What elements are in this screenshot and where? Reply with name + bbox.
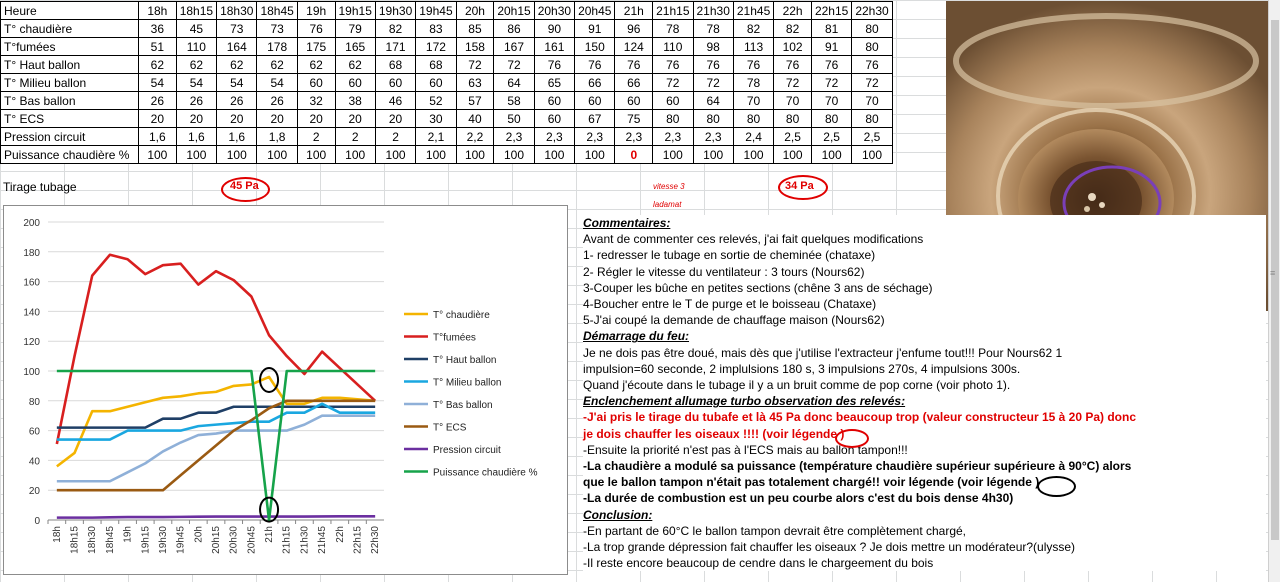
x-tick-label: 18h15 [69,526,81,554]
value-cell[interactable]: 20 [139,110,177,128]
value-cell[interactable]: 62 [217,56,257,74]
value-cell[interactable]: 73 [217,20,257,38]
note-line: je dois chauffer les oiseaux !!!! (voir légende ) [583,426,845,441]
header-label-cell[interactable]: Heure [1,2,139,20]
y-tick-label: 120 [23,337,40,349]
table-row [1,92,893,110]
header-time-cell[interactable]: 19h [297,2,335,20]
y-tick-label: 100 [23,367,40,378]
value-cell[interactable]: 100 [811,146,851,164]
y-tick-label: 160 [23,277,40,289]
value-cell[interactable]: 60 [534,110,574,128]
value-cell[interactable]: 62 [176,56,216,74]
value-cell[interactable]: 100 [494,146,534,164]
note-line: Conclusion: [583,507,653,522]
tirage-label: Tirage tubage [3,180,77,194]
note-line: Démarrage du feu: [583,329,690,344]
value-cell[interactable]: 60 [297,74,335,92]
value-cell[interactable]: 20 [176,110,216,128]
value-cell[interactable]: 60 [534,92,574,110]
x-tick-label: 21h30 [299,526,311,554]
legend-label: T° Milieu ballon [433,377,502,389]
header-time-cell[interactable]: 22h15 [811,2,851,20]
value-cell[interactable]: 54 [139,74,177,92]
value-cell[interactable]: 67 [575,110,615,128]
value-cell[interactable]: 100 [139,146,177,164]
value-cell[interactable]: 1,6 [217,128,257,146]
value-cell[interactable]: 46 [375,92,415,110]
table-header-row [1,2,893,20]
header-time-cell[interactable]: 21h45 [733,2,773,20]
legend-label: T° Bas ballon [433,400,493,411]
row-label-cell[interactable]: Pression circuit [1,128,139,146]
value-cell[interactable]: 75 [615,110,653,128]
value-cell[interactable]: 164 [217,38,257,56]
value-cell[interactable]: 57 [456,92,494,110]
value-cell[interactable]: 110 [653,38,693,56]
value-cell[interactable]: 66 [575,74,615,92]
value-cell[interactable]: 2,3 [494,128,534,146]
legend-label: T° ECS [433,422,467,434]
value-cell[interactable]: 80 [733,110,773,128]
value-cell[interactable]: 30 [416,110,456,128]
value-cell[interactable]: 76 [297,20,335,38]
legend-label: Puissance chaudière % [433,467,538,479]
value-cell[interactable]: 165 [335,38,375,56]
note-line: -J'ai pris le tirage du tubafe et là 45 Pa donc beaucoup trop (valeur constructeur 15 à 20 Pa) donc [583,410,1137,425]
value-cell[interactable]: 76 [653,56,693,74]
note-line: Quand j'écoute dans le tubage il y a un bruit comme de pop corne (voir photo 1). [583,378,1011,393]
value-cell[interactable]: 54 [257,74,297,92]
value-cell[interactable]: 26 [176,92,216,110]
value-cell[interactable]: 76 [811,56,851,74]
value-cell[interactable]: 76 [534,56,574,74]
value-cell[interactable]: 60 [575,92,615,110]
value-cell[interactable]: 85 [456,20,494,38]
note-line: -La chaudière a modulé sa puissance (température chaudière supérieur supérieure à 90°C) alors [583,459,1132,474]
value-cell[interactable]: 76 [575,56,615,74]
value-cell[interactable]: 80 [774,110,812,128]
value-cell[interactable]: 76 [774,56,812,74]
x-tick-label: 22h15 [352,526,364,554]
value-cell[interactable]: 2,3 [534,128,574,146]
table-row [1,56,893,74]
value-cell[interactable]: 2,3 [575,128,615,146]
value-cell[interactable]: 113 [733,38,773,56]
value-cell[interactable]: 100 [416,146,456,164]
header-time-cell[interactable]: 22h [774,2,812,20]
value-cell[interactable]: 76 [615,56,653,74]
value-cell[interactable]: 80 [653,110,693,128]
note-line: Avant de commenter ces relevés, j'ai fait quelques modifications [583,232,924,247]
x-tick-label: 21h45 [317,526,329,554]
value-cell[interactable]: 72 [774,74,812,92]
tirage-oval-a [221,177,270,202]
value-cell[interactable]: 78 [653,20,693,38]
header-time-cell[interactable]: 19h30 [375,2,415,20]
value-cell[interactable]: 76 [693,56,733,74]
value-cell[interactable]: 73 [257,20,297,38]
value-cell[interactable]: 60 [653,92,693,110]
value-cell[interactable]: 68 [416,56,456,74]
value-cell[interactable]: 2,3 [653,128,693,146]
x-tick-label: 19h30 [157,526,169,554]
value-cell[interactable]: 76 [852,56,892,74]
value-cell[interactable]: 52 [416,92,456,110]
header-time-cell[interactable]: 21h15 [653,2,693,20]
value-cell[interactable]: 100 [456,146,494,164]
value-cell[interactable]: 20 [297,110,335,128]
tirage-value-b: 34 Pa [785,180,814,192]
row-label-cell[interactable]: T° Milieu ballon [1,74,139,92]
value-cell[interactable]: 2 [335,128,375,146]
value-cell[interactable]: 66 [615,74,653,92]
value-cell[interactable]: 82 [774,20,812,38]
note-ladamat: ladamat [653,200,682,209]
value-cell[interactable]: 40 [456,110,494,128]
value-cell[interactable]: 172 [416,38,456,56]
value-cell[interactable]: 76 [733,56,773,74]
x-tick-label: 18h45 [104,526,116,554]
value-cell[interactable]: 171 [375,38,415,56]
note-line: Commentaires: [583,216,671,230]
value-cell[interactable]: 100 [176,146,216,164]
value-cell[interactable]: 83 [416,20,456,38]
header-time-cell[interactable]: 18h [139,2,177,20]
value-cell[interactable]: 70 [733,92,773,110]
header-time-cell[interactable]: 18h45 [257,2,297,20]
value-cell[interactable]: 64 [494,74,534,92]
y-tick-label: 40 [28,456,40,468]
header-time-cell[interactable]: 20h [456,2,494,20]
tirage-oval-b [778,175,828,200]
value-cell[interactable]: 65 [534,74,574,92]
chart-svg [4,206,567,574]
scrollbar-grip-icon: ≡ [1270,268,1276,278]
value-cell[interactable]: 79 [335,20,375,38]
value-cell[interactable]: 62 [297,56,335,74]
row-label-cell[interactable]: T° chaudière [1,20,139,38]
value-cell[interactable]: 51 [139,38,177,56]
value-cell[interactable]: 62 [335,56,375,74]
value-cell[interactable]: 2,3 [693,128,733,146]
value-cell[interactable]: 98 [693,38,733,56]
value-cell[interactable]: 80 [852,20,892,38]
value-cell[interactable]: 175 [297,38,335,56]
value-cell[interactable]: 100 [375,146,415,164]
value-cell[interactable]: 2,1 [416,128,456,146]
value-cell[interactable]: 100 [217,146,257,164]
value-cell[interactable]: 82 [375,20,415,38]
value-cell[interactable]: 2 [297,128,335,146]
value-cell[interactable]: 70 [811,92,851,110]
value-cell[interactable]: 100 [653,146,693,164]
x-tick-label: 20h45 [246,526,258,554]
series-line-5 [57,401,375,490]
value-cell[interactable]: 150 [575,38,615,56]
value-cell[interactable]: 86 [494,20,534,38]
value-cell[interactable]: 26 [217,92,257,110]
tirage-value-a: 45 Pa [230,180,259,192]
value-cell[interactable]: 2,5 [852,128,892,146]
vertical-scrollbar[interactable] [1268,0,1280,582]
legend-label: T°fumées [433,332,476,344]
value-cell[interactable]: 91 [575,20,615,38]
x-tick-label: 20h30 [228,526,240,554]
value-cell[interactable]: 72 [456,56,494,74]
value-cell[interactable]: 1,8 [257,128,297,146]
value-cell[interactable]: 110 [176,38,216,56]
value-cell[interactable]: 72 [852,74,892,92]
note-line: que le ballon tampon n'était pas totalement chargé!! voir légende (voir légende ) [583,475,1040,490]
value-cell[interactable]: 82 [733,20,773,38]
value-cell[interactable]: 78 [693,20,733,38]
note-line: -La trop grande dépression fait chauffer les oiseaux ? Je dois mettre un modérateur?(ulysse) [583,540,1076,555]
table-row [1,38,893,56]
value-cell[interactable]: 54 [176,74,216,92]
value-cell[interactable]: 1,6 [139,128,177,146]
note-vitesse: vitesse 3 [653,182,685,191]
note-line: -Ensuite la priorité n'est pas à l'ECS mais au ballon tampon!!! [583,442,908,457]
value-cell[interactable]: 1,6 [176,128,216,146]
value-cell[interactable]: 124 [615,38,653,56]
x-tick-label: 21h [264,526,276,543]
y-tick-label: 140 [23,307,40,319]
y-tick-label: 0 [34,516,40,527]
header-time-cell[interactable]: 19h45 [416,2,456,20]
row-label-cell[interactable]: T° ECS [1,110,139,128]
note-line: Enclenchement allumage turbo observation des relevés: [583,394,906,409]
row-label-cell[interactable]: T° Haut ballon [1,56,139,74]
value-cell[interactable]: 178 [257,38,297,56]
value-cell[interactable]: 68 [375,56,415,74]
header-time-cell[interactable]: 22h30 [852,2,892,20]
header-time-cell[interactable]: 21h [615,2,653,20]
value-cell[interactable]: 90 [534,20,574,38]
y-tick-label: 200 [23,218,40,229]
value-cell[interactable]: 20 [375,110,415,128]
value-cell[interactable]: 80 [852,110,892,128]
x-tick-label: 18h [51,526,63,543]
value-cell[interactable]: 36 [139,20,177,38]
value-cell[interactable]: 78 [733,74,773,92]
note-line: 3-Couper les bûche en petites sections (chêne 3 ans de séchage) [583,280,933,295]
legend-oval-red [835,429,869,448]
value-cell[interactable]: 2,3 [615,128,653,146]
note-line: -La durée de combustion est un peu courbe alors c'est du bois dense 4h30) [583,491,1014,506]
value-cell[interactable]: 0 [615,146,653,164]
table-row [1,146,893,164]
row-label-cell[interactable]: Puissance chaudière % [1,146,139,164]
x-tick-label: 22h30 [370,526,382,554]
value-cell[interactable]: 20 [217,110,257,128]
value-cell[interactable]: 158 [456,38,494,56]
value-cell[interactable]: 100 [534,146,574,164]
value-cell[interactable]: 63 [456,74,494,92]
value-cell[interactable]: 2 [375,128,415,146]
table-row [1,128,893,146]
y-tick-label: 60 [28,426,40,438]
y-tick-label: 20 [28,486,40,498]
value-cell[interactable]: 60 [615,92,653,110]
note-line: -Il reste encore beaucoup de cendre dans le chargeement du bois [583,556,934,571]
value-cell[interactable]: 100 [693,146,733,164]
value-cell[interactable]: 96 [615,20,653,38]
value-cell[interactable]: 58 [494,92,534,110]
header-time-cell[interactable]: 20h45 [575,2,615,20]
x-tick-label: 21h15 [281,526,293,554]
value-cell[interactable]: 72 [693,74,733,92]
header-time-cell[interactable]: 19h15 [335,2,375,20]
header-time-cell[interactable]: 20h30 [534,2,574,20]
y-tick-label: 180 [23,247,40,259]
value-cell[interactable]: 100 [575,146,615,164]
value-cell[interactable]: 38 [335,92,375,110]
value-cell[interactable]: 80 [693,110,733,128]
value-cell[interactable]: 70 [774,92,812,110]
value-cell[interactable]: 100 [257,146,297,164]
row-label-cell[interactable]: T°fumées [1,38,139,56]
legend-label: Pression circuit [433,445,501,456]
value-cell[interactable]: 100 [774,146,812,164]
value-cell[interactable]: 60 [335,74,375,92]
value-cell[interactable]: 60 [375,74,415,92]
row-label-cell[interactable]: T° Bas ballon [1,92,139,110]
value-cell[interactable]: 26 [139,92,177,110]
value-cell[interactable]: 102 [774,38,812,56]
value-cell[interactable]: 45 [176,20,216,38]
legend-oval-black [1037,476,1076,497]
note-line: 4-Boucher entre le T de purge et le boisseau (Chataxe) [583,297,877,312]
note-line: -En partant de 60°C le ballon tampon devrait être complètement chargé, [583,523,967,538]
value-cell[interactable]: 72 [494,56,534,74]
x-tick-label: 18h30 [87,526,99,554]
value-cell[interactable]: 50 [494,110,534,128]
value-cell[interactable]: 54 [217,74,257,92]
notes-text-box[interactable] [583,215,1266,571]
x-tick-label: 22h [334,526,346,543]
value-cell[interactable]: 20 [257,110,297,128]
value-cell[interactable]: 80 [811,110,851,128]
value-cell[interactable]: 80 [852,38,892,56]
header-time-cell[interactable]: 18h30 [217,2,257,20]
series-line-0 [57,377,375,466]
value-cell[interactable]: 26 [257,92,297,110]
table-row [1,74,893,92]
value-cell[interactable]: 100 [852,146,892,164]
header-time-cell[interactable]: 21h30 [693,2,733,20]
value-cell[interactable]: 72 [653,74,693,92]
x-tick-label: 20h15 [211,526,222,554]
note-line: impulsion=60 seconde, 2 implulsions 180 s, 3 impulsions 270s, 4 impulsions 300s. [583,361,1021,376]
data-table [0,1,893,164]
value-cell[interactable]: 2,5 [811,128,851,146]
value-cell[interactable]: 64 [693,92,733,110]
value-cell[interactable]: 62 [257,56,297,74]
series-line-6 [57,516,375,517]
legend-label: T° chaudière [433,310,490,321]
value-cell[interactable]: 161 [534,38,574,56]
x-tick-label: 19h45 [175,526,187,554]
value-cell[interactable]: 91 [811,38,851,56]
value-cell[interactable]: 20 [335,110,375,128]
legend-label: T° Haut ballon [433,355,497,366]
line-chart[interactable] [3,205,568,575]
value-cell[interactable]: 100 [297,146,335,164]
x-tick-label: 19h [122,526,134,543]
value-cell[interactable]: 2,5 [774,128,812,146]
x-tick-label: 20h [193,526,205,543]
header-time-cell[interactable]: 18h15 [176,2,216,20]
y-tick-label: 80 [28,396,40,408]
value-cell[interactable]: 62 [139,56,177,74]
x-tick-label: 19h15 [140,526,152,554]
value-cell[interactable]: 100 [733,146,773,164]
note-line: 2- Régler le vitesse du ventilateur : 3 tours (Nours62) [583,264,865,279]
value-cell[interactable]: 60 [416,74,456,92]
note-line: 5-J'ai coupé la demande de chauffage maison (Nours62) [583,313,885,328]
value-cell[interactable]: 100 [335,146,375,164]
value-cell[interactable]: 32 [297,92,335,110]
value-cell[interactable]: 2,2 [456,128,494,146]
table-row [1,110,893,128]
table-row [1,20,893,38]
value-cell[interactable]: 72 [811,74,851,92]
value-cell[interactable]: 167 [494,38,534,56]
header-time-cell[interactable]: 20h15 [494,2,534,20]
note-line: Je ne dois pas être doué, mais dès que j'utilise l'extracteur j'enfume tout!!! Pour Nours62 1 [583,345,1063,360]
note-line: 1- redresser le tubage en sortie de cheminée (chataxe) [583,248,876,263]
scrollbar-thumb[interactable] [1271,20,1279,540]
value-cell[interactable]: 81 [811,20,851,38]
value-cell[interactable]: 2,4 [733,128,773,146]
value-cell[interactable]: 70 [852,92,892,110]
